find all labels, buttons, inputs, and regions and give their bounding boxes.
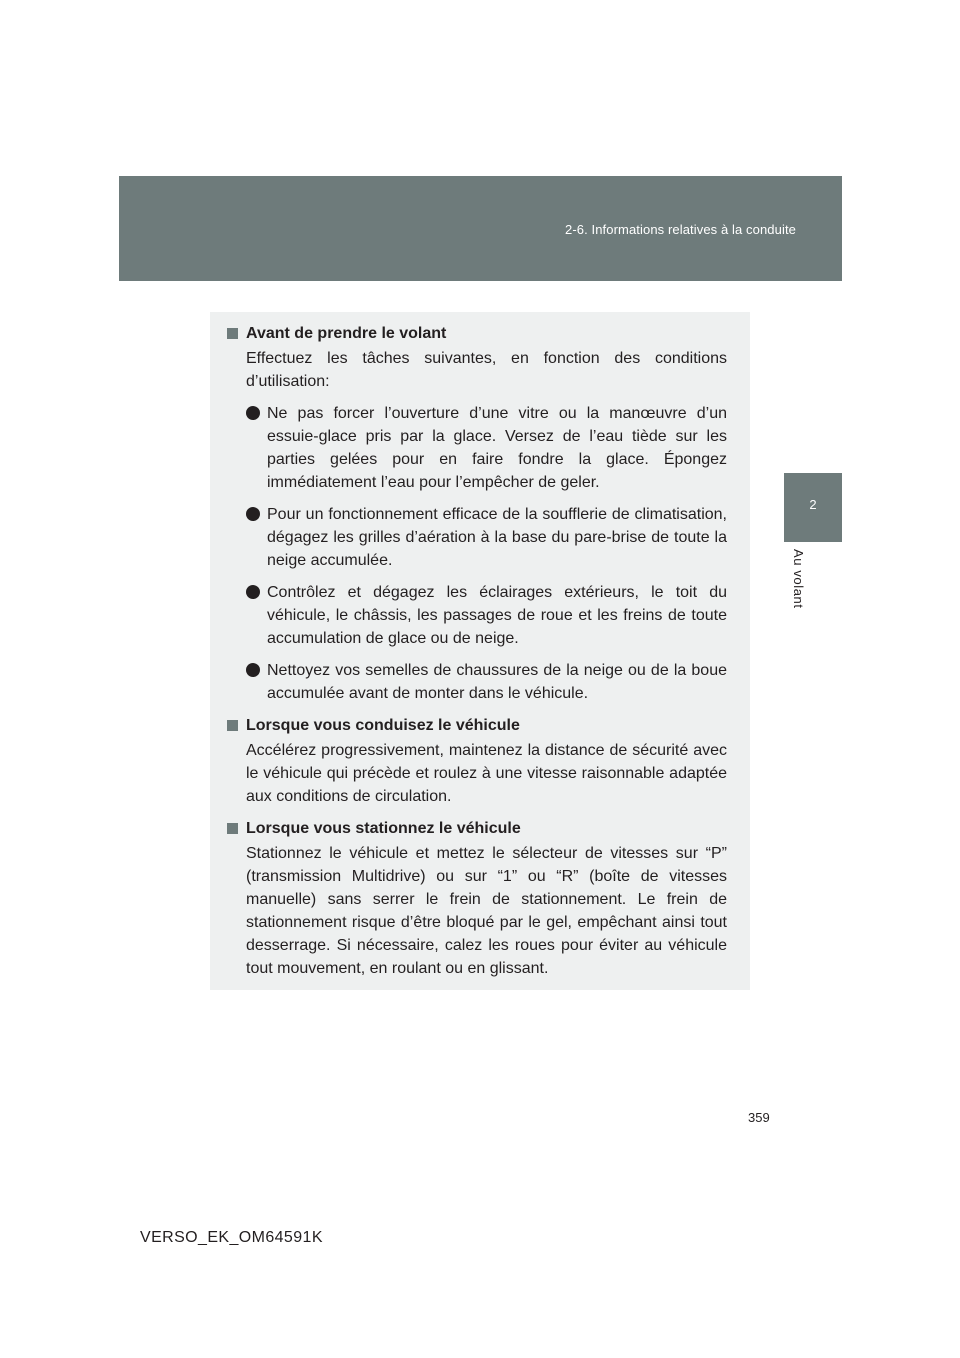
square-bullet-icon: [227, 823, 238, 834]
section-text: Stationnez le véhicule et mettez le sélecteur de vitesses sur “P” (transmission Multidrive) ou sur “1” ou “R” (boîte de vitesses manuelle) sans serrer le frein de stationnement. Le frein de stationnement risque d’être bloqué par le gel, empêchant ainsi tout desserrage. Si nécessaire, calez les roues pour éviter au véhicule tout mouvement, en roulant ou en glissant.: [246, 845, 727, 977]
square-bullet-icon: [227, 328, 238, 339]
circle-bullet-icon: [246, 663, 260, 677]
list-item-text: Pour un fonctionnement efficace de la soufflerie de climatisation, dégagez les grilles d’aération à la base du pare-brise de toute la neige accumulée.: [267, 506, 727, 569]
section-heading: [227, 714, 727, 737]
circle-bullet-icon: [246, 585, 260, 599]
circle-bullet-icon: [246, 406, 260, 420]
list-item: [267, 402, 727, 494]
header-band: [119, 176, 842, 281]
page-number: 359: [748, 1110, 770, 1125]
section-text: Accélérez progressivement, maintenez la distance de sécurité avec le véhicule qui précède et roulez à une vitesse raisonnable adaptée aux conditions de circulation.: [246, 742, 727, 805]
list-item-text: Ne pas forcer l’ouverture d’une vitre ou la manœuvre d’un essuie-glace pris par la glace. Versez de l’eau tiède sur les parties gelées pour en faire fondre la glace. Épongez immédiatement l’eau pour l’empêcher de geler.: [267, 405, 727, 491]
chapter-tab: [784, 473, 842, 542]
document-code: VERSO_EK_OM64591K: [140, 1229, 323, 1246]
list-item: [267, 503, 727, 572]
content-body: [227, 322, 727, 980]
chapter-label: Au volant: [791, 549, 806, 609]
section-heading-text: Avant de prendre le volant: [246, 325, 447, 342]
list-item-text: Nettoyez vos semelles de chaussures de la neige ou de la boue accumulée avant de monter dans le véhicule.: [267, 662, 727, 702]
circle-bullet-icon: [246, 507, 260, 521]
square-bullet-icon: [227, 720, 238, 731]
list-item: [267, 581, 727, 650]
section-heading-text: Lorsque vous conduisez le véhicule: [246, 717, 520, 734]
list-item-text: Contrôlez et dégagez les éclairages extérieurs, le toit du véhicule, le châssis, les passages de roue et les freins de toute accumulation de glace ou de neige.: [267, 584, 727, 647]
section-title: 2-6. Informations relatives à la conduite: [565, 222, 796, 237]
content-box: [210, 312, 750, 990]
section-heading-text: Lorsque vous stationnez le véhicule: [246, 820, 521, 837]
section-intro: Effectuez les tâches suivantes, en fonction des conditions d’utilisation:: [246, 350, 727, 390]
chapter-number: 2: [809, 497, 817, 512]
list-item: [267, 659, 727, 705]
section-heading: [227, 322, 727, 345]
section-heading: [227, 817, 727, 840]
